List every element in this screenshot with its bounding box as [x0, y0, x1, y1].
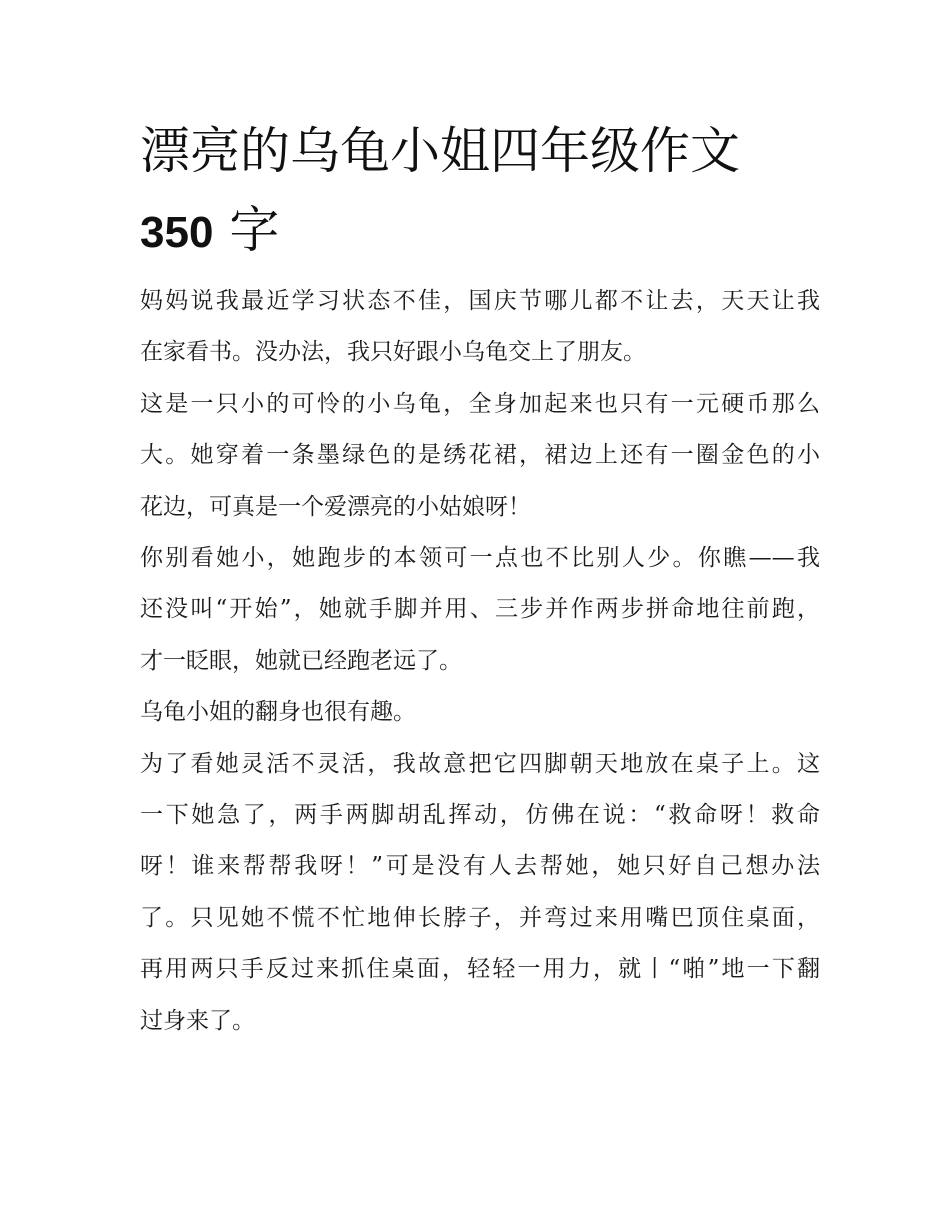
title-line-2 [140, 191, 830, 272]
body-line: 为了看她灵活不灵活，我故意把它四脚朝天地放在桌子上。这 [140, 750, 820, 777]
title-line-1: 漂亮的乌龟小姐四年级作文 [140, 122, 740, 180]
body-line: 花边，可真是一个爱漂亮的小姑娘呀！ [140, 493, 531, 520]
body-line: 一下她急了，两手两脚胡乱挥动，仿佛在说：“救命呀！救命 [140, 802, 820, 829]
body-line: 还没叫“开始”，她就手脚并用、三步并作两步拼命地往前跑， [140, 596, 820, 623]
title-suffix: 字 [229, 201, 280, 259]
body-line: 大。她穿着一条墨绿色的是绣花裙，裙边上还有一圈金色的小 [140, 442, 820, 469]
body-line: 过身来了。 [140, 1007, 255, 1034]
body-line: 才一眨眼，她就已经跑老远了。 [140, 647, 462, 674]
body-line: 你别看她小，她跑步的本领可一点也不比别人少。你瞧——我 [140, 545, 820, 572]
body-line: 再用两只手反过来抓住桌面，轻轻一用力，就丨“啪”地一下翻 [140, 956, 820, 983]
body-line: 了。只见她不慌不忙地伸长脖子，并弯过来用嘴巴顶住桌面， [140, 904, 820, 931]
title-number: 350 [140, 208, 214, 257]
document-body [140, 276, 820, 1047]
document-title [140, 112, 830, 272]
body-line: 这是一只小的可怜的小乌龟，全身加起来也只有一元硬币那么 [140, 390, 820, 417]
body-line: 在家看书。没办法，我只好跟小乌龟交上了朋友。 [140, 339, 646, 366]
body-line: 呀！谁来帮帮我呀！”可是没有人去帮她，她只好自己想办法 [140, 853, 820, 880]
body-line: 妈妈说我最近学习状态不佳，国庆节哪儿都不让去，天天让我 [140, 288, 820, 314]
body-line: 乌龟小姐的翻身也很有趣。 [140, 699, 416, 726]
